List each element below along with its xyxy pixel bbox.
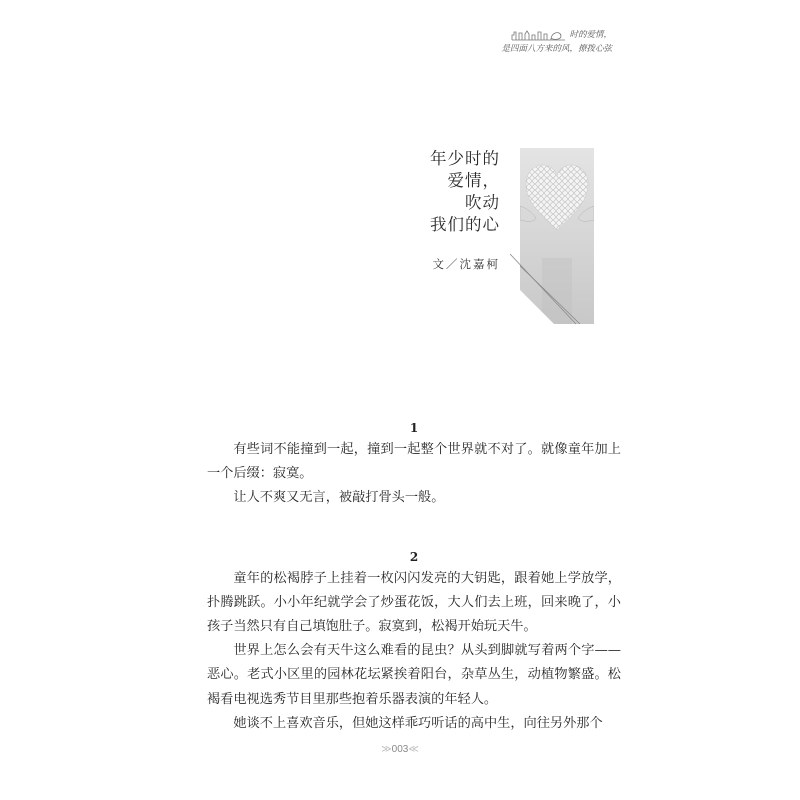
page-number-value: 003 (391, 744, 409, 755)
skyline-doodle-icon (511, 29, 567, 41)
running-header (442, 28, 612, 56)
page-number-left-mark: ≫ (381, 744, 392, 755)
paragraph: 有些词不能撞到一起，撞到一起整个世界就不对了。就像童年加上一个后缀：寂寞。 (207, 442, 621, 482)
diagonal-rule-decoration (500, 250, 580, 330)
chapter-title-line-2: 爱情， (447, 171, 500, 190)
page-number-right-mark: ≪ (408, 744, 419, 755)
chapter-title-line-3: 吹动 (465, 193, 500, 212)
chapter-title-block (388, 148, 500, 272)
header-line-2: 是四面八方来的风，撩拨心弦 (501, 44, 612, 54)
paragraph: 让人不爽又无言，被敲打骨头一般。 (233, 490, 445, 506)
article-body (207, 418, 621, 736)
chapter-title-line-4: 我们的心 (430, 215, 500, 234)
paragraph: 世界上怎么会有天牛这么难看的昆虫？从头到脚就写着两个字——恶心。老式小区里的园林花坛紧挨着阳台，杂草丛生，动植物繁盛。松褐看电视选秀节目里那些抱着乐器表演的年轻人。 (207, 643, 621, 707)
page-number (0, 744, 800, 755)
chapter-title-line-1: 年少时的 (430, 149, 500, 168)
header-line-1: 时的爱情， (569, 30, 612, 40)
section-number: 1 (409, 421, 419, 435)
paragraph: 童年的松褐脖子上挂着一枚闪闪发亮的大钥匙，跟着她上学放学，扑腾跳跃。小小年纪就学会了炒蛋花饭，大人们去上班，回来晚了，小孩子当然只有自己填饱肚子。寂寞到，松褐开始玩天牛。 (207, 570, 621, 635)
section-number: 2 (409, 549, 419, 564)
author-byline: 文／沈嘉柯 (432, 257, 500, 271)
paragraph: 她谈不上喜欢音乐，但她这样乖巧听话的高中生，向往另外那个 (233, 715, 603, 731)
